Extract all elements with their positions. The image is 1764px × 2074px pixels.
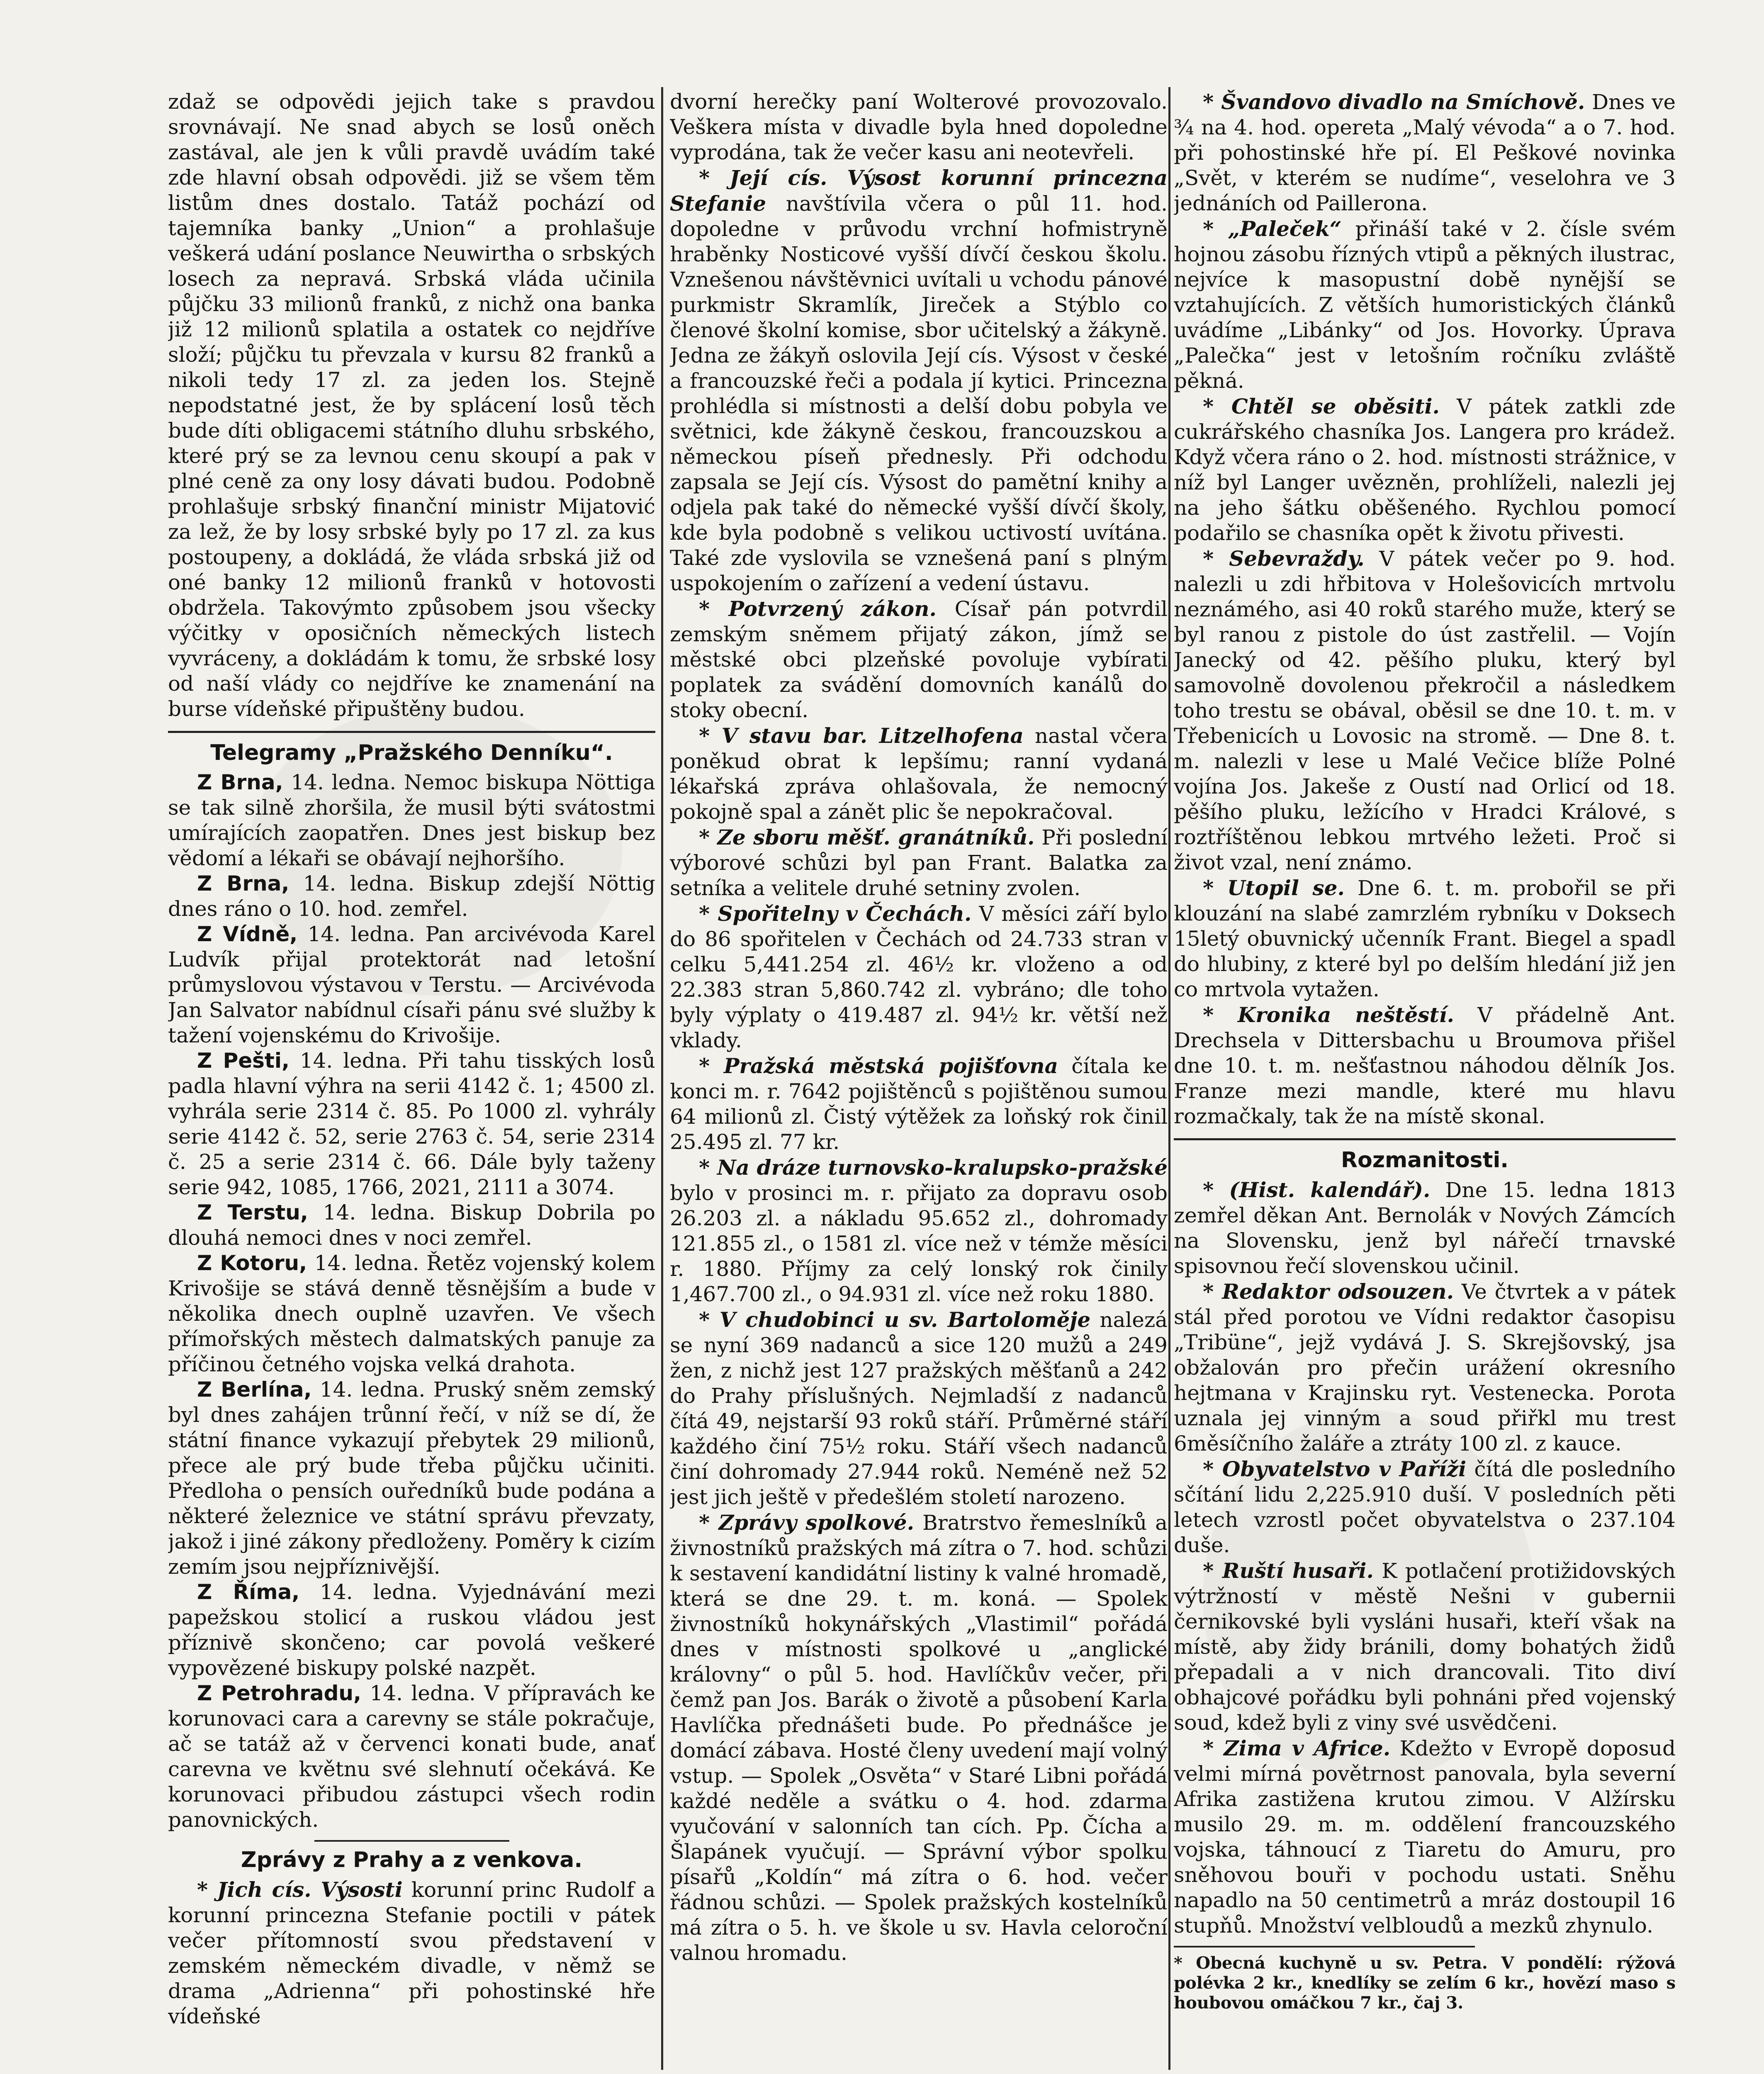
news-item: * Potvrzený zákon. Císař pán potvrdil zemským sněmem přijatý zákon, jímž se městské obci plzeňské povoluje vybírati poplatek za svádění domovních kanálů do stoky obecní. [670,596,1168,722]
column-rule [1168,87,1170,2070]
column-rule [661,87,663,2070]
misc-item: * (Hist. kalendář). Dne 15. ledna 1813 zemřel děkan Ant. Bernolák v Nových Zámcích na Slovensku, jenž byl nářečí trnavské spisovnou řečí slovenskou učinil. [1174,1178,1676,1278]
telegram-item: Z Pešti, 14. ledna. Při tahu tisských losů padla hlavní výhra na serii 4142 č. 1; 4500 zl. vyhrála serie 2314 č. 85. Po 1000 zl. vyhrály serie 4142 č. 52, serie 2763 č. 54, serie 2314 č. 25 a serie 2314 č. 66. Dále byly taženy serie 942, 1085, 1766, 2021, 2111 a 3074. [168,1049,655,1199]
section-divider [314,1840,509,1842]
article-continuation: zdaž se odpovědi jejich take s pravdou srovnávají. Ne snad abych se losů oněch zastával, ale jen k vůli pravdě uvádím také zde hlavní obsah odpovědi. již se všem těm listům dnes dostalo. Tatáž pochází od tajemníka banky „Union“ a prohlašuje veškerá udání poslance Neuwirtha o srbských losech za nepravá. Srbská vláda učinila půjčku 33 milionů franků, z nichž ona banka již 12 milionů splatila a ostatek co nejdříve složí; půjčku tu převzala v kursu 82 franků a nikoli tedy 17 zl. za jeden los. Stejně nepodstatné jest, že by splácení losů těch bude díti obligacemi státního dluhu srbského, které prý se za levnou cenu skoupí a pak v plné ceně za ony losy dávati budou. Podobně prohlašuje srbský finanční ministr Mijatović za lež, že by losy srbské byly po 17 zl. za kus postoupeny, a dokládá, že vláda srbská již od oné banky 12 milionů franků v hotovosti obdržela. Takovýmto způsobem jsou všecky výčitky v oposičních německých listech vyvráceny, a dokládám k tomu, že srbské losy od naší vlády co nejdříve ke znamenání na burse vídeňské připuštěny budou. [168,90,655,721]
section-divider [168,731,655,733]
misc-item: * Redaktor odsouzen. Ve čtvrtek a v pátek stál před porotou ve Vídni redaktor časopisu „Tribüne“, jejž vydává J. S. Skrejšovský, jsa obžalován pro přečin urážení okresního hejtmana v Krajinsku ryt. Vestenecka. Porota uznala jej vinným a soud přiřkl mu trest 6měsíčního žaláře a ztráty 100 zl. z kauce. [1174,1279,1676,1456]
kitchen-notice: * Obecná kuchyně u sv. Petra. V pondělí: rýžová polévka 2 kr., knedlíky se zelím 6 kr., hovězí maso s houbovou omáčkou 7 kr., čaj 3. [1174,1953,1676,2013]
misc-item: * Ruští husaři. K potlačení protižidovských výtržností v městě Nešni v gubernii černikovské byli vysláni husaři, kteří však na místě, aby židy bránili, domy bohatých židů přepadali a v nich drancovali. Tito diví obhajcové pořádku byli pohnáni před vojenský soud, kdež byli z viny své usvědčeni. [1174,1558,1676,1735]
telegram-item: Z Kotoru, 14. ledna. Řetěz vojenský kolem Krivošije se stává denně těsnějším a bude v několika dnech ouplně uzavřen. Ve všech přímořských městech dalmatských panuje za příčinou četného vojska velká drahota. [168,1251,655,1376]
telegrams-heading: Telegramy „Pražského Denníku“. [210,740,613,765]
miscellany-heading: Rozmanitosti. [1341,1148,1509,1173]
news-item: * Kronika neštěstí. V přádelně Ant. Drechsela v Dittersbachu u Broumova přišel dne 10. t. m. nešťastnou náhodou dělník Jos. Franze mezi mandle, které mu hlavu rozmačkaly, tak že na místě skonal. [1174,1003,1676,1128]
misc-item: * Zima v Africe. Kdežto v Evropě doposud velmi mírná povětrnost panovala, byla severní Afrika zastižena krutou zimou. V Alžírsku musilo 29. m. m. oddělení francouzského vojska, táhnoucí z Tiaretu do Amuru, pro sněhovou bouři v pochodu ustati. Sněhu napadlo na 50 centimetrů a mráz dostoupil 16 stupňů. Množství velbloudů a mezků zhynulo. [1174,1736,1676,1938]
news-item: * „Paleček“ přináší také v 2. čísle svém hojnou zásobu řízných vtipů a pěkných ilustrac, nejvíce k masopustní době nynější se vztahujících. Z větších humoristických článků uvádíme „Libánky“ od Jos. Hovorky. Úprava „Palečka“ jest v letošním ročníku zvláště pěkná. [1174,217,1676,393]
news-item: * Chtěl se oběsiti. V pátek zatkli zde cukrářského chasníka Jos. Langera pro krádež. Když včera ráno o 2. hod. místnosti strážnice, v níž byl Langer uvězněn, prohlíželi, nalezli jej na jeho šátku oběšeného. Rychlou pomocí podařilo se chasníka opět k životu přivesti. [1174,394,1676,545]
news-item: * V chudobinci u sv. Bartoloměje nalezá se nyní 369 nadanců a sice 120 mužů a 249 žen, z nichž jest 127 pražských měšťanů a 242 do Prahy příslušných. Nejmladší z nadanců čítá 49, nejstarší 93 roků stáří. Průměrné stáří každého činí 75½ roku. Stáří všech nadanců činí dohromady 27.944 roků. Neméně než 52 jest jich ještě v předešlém století narozeno. [670,1307,1168,1509]
telegram-item: Z Brna, 14. ledna. Biskup zdejší Nöttig dnes ráno o 10. hod. zemřel. [168,871,655,921]
telegram-item: Z Terstu, 14. ledna. Biskup Dobrila po dlouhá nemoci dnes v noci zemřel. [168,1200,655,1250]
news-item: * Sebevraždy. V pátek večer po 9. hod. nalezli u zdi hřbitova v Holešovicích mrtvolu neznámého, asi 40 roků starého muže, který se byl ranou z pistole do úst zastřelil. — Vojín Janecký od 42. pěšího pluku, který byl samovolně dovolenou překročil a následkem toho trestu se obával, oběsil se dne 10. t. m. v Třebenicích u Lovosic na stromě. — Dne 8. t. m. nalezli v lese u Malé Večice blíže Polné vojína Jos. Jakeše z Oustí nad Orlicí od 18. pěšího pluku, ležícího v Hradci Králové, s roztříštěnou lebkou mrtvého ležeti. Proč si život vzal, není známo. [1174,546,1676,874]
news-item: * V stavu bar. Litzelhofena nastal včera poněkud obrat k lepšímu; ranní vydaná lékařská zpráva ohlašovala, že nemocný pokojně spal a zánět plic še nepokračoval. [670,723,1168,824]
column-left [168,89,655,2074]
article-continuation: dvorní herečky paní Wolterové provozovalo. Veškera místa v divadle byla hned dopoledne vyprodána, tak že večer kasu ani neotevřeli. [670,90,1168,164]
prague-news-heading: Zprávy z Prahy a z venkova. [241,1848,583,1872]
news-item: * Její cís. Výsost korunní princezna Stefanie navštívila včera o půl 11. hod. dopoledne v průvodu vrchní hofmistryně hraběnky Nosticové vyšší dívčí českou školu. Vznešenou návštěvnici uvítali u vchodu pánové purkmistr Skramlík, Jireček a Stýblo co členové školní komise, sbor učitelský a žákyně. Jedna ze žákyň oslovila Její cís. Výsost v české a francouzské řeči a podala jí kytici. Princezna prohlédla si místnosti a delší dobu pobyla ve světnici, kde žákyně českou, francouzskou a německou píseň přednesly. Při odchodu zapsala se Její cís. Výsost do pamětní knihy a odjela pak také do německé vyšší dívčí školy, kde byla podobně s velikou uctivostí uvítána. Také zde vyslovila se vznešená paní s plným uspokojením o zařízení a vedení ústavu. [670,166,1168,595]
news-item: * Ze sboru měšť. granátníků. Při poslední výborové schůzi byl pan Frant. Balatka za setníka a velitele druhé setniny zvolen. [670,825,1168,900]
telegram-item: Z Berlína, 14. ledna. Pruský sněm zemský byl dnes zahájen trůnní řečí, v níž se dí, že státní finance vykazují přebytek 29 milionů, přece ale prý bude třeba půjčku učiniti. Předloha o pensích ouředníků bude podána a některé železnice ve státní správu převzaty, jakož i jiné zákony předloženy. Poměry k cizím zemím jsou nejpříznivější. [168,1378,655,1579]
telegram-item: Z Říma, 14. ledna. Vyjednávání mezi papežskou stolicí a ruskou vládou jest příznivě skončeno; car povolá veškeré vypovězené biskupy polské nazpět. [168,1580,655,1680]
telegram-item: Z Petrohradu, 14. ledna. V přípravách ke korunovaci cara a carevny se stále pokračuje, ač se tatáž až v červenci konati bude, anať carevna ve květnu své slehnutí očekává. Ke korunovaci přibudou zástupci všech rodin panovnických. [168,1681,655,1832]
news-item: * Švandovo divadlo na Smíchově. Dnes ve ¾ na 4. hod. opereta „Malý vévoda“ a o 7. hod. při pohostinské hře pí. El Peškové novinka „Svět, v kterém se nudíme“, veselohra ve 3 jednáních od Paillerona. [1174,90,1676,215]
telegram-list [168,770,655,1833]
telegram-item: Z Vídně, 14. ledna. Pan arcivévoda Karel Ludvík přijal protektorát nad letošní průmyslovou výstavou v Terstu. — Arcivévoda Jan Salvator nabídnul císaři pánu své služby k tažení vojenskému do Krivošije. [168,922,655,1047]
column-middle [670,89,1168,2074]
news-item: * Na dráze turnovsko-kralupsko-pražské bylo v prosinci m. r. přijato za dopravu osob 26.203 zl. a nákladu 95.652 zl., dohromady 121.855 zl., o 1581 zl. více než v témže měsíci r. 1880. Příjmy za celý lonský rok činily 1,467.700 zl., o 94.931 zl. více než roku 1880. [670,1155,1168,1306]
section-divider [1174,1138,1676,1140]
news-item: * Zprávy spolkové. Bratrstvo řemeslníků a živnostníků pražských má zítra o 7. hod. schůzi k sestavení kandidátní listiny k valné hromadě, která se dne 29. t. m. koná. — Spolek živnostníků hokynářských „Vlastimil“ pořádá dnes v místnosti spolkové u „anglické královny“ o půl 5. hod. Havlíčkův večer, při čemž pan Jos. Barák o životě a působení Karla Havlíčka přednášeti bude. Po přednášce je domácí zábava. Hosté členy uvedení mají volný vstup. — Spolek „Osvěta“ v Staré Libni pořádá každé neděle a svátku o 4. hod. zdarma vyučování v salonních tan cích. Pp. Čícha a Šlapánek vyučují. — Správní výbor spolku písařů „Koldín“ má zítra o 6. hod. večer řádnou schůzi. — Spolek pražských kostelníků má zítra o 5. h. ve škole u sv. Havla celoroční valnou hromadu. [670,1510,1168,1965]
news-item: * Utopil se. Dne 6. t. m. probořil se při klouzání na slabé zamrzlém rybníku v Doksech 15letý obuvnický učenník Frant. Biegel a spadl do hlubiny, z které byl po delším hledání již jen co mrtvola vytažen. [1174,876,1676,1001]
misc-item: * Obyvatelstvo v Paříži čítá dle posledního sčítání lidu 2,225.910 duší. V posledních pěti letech vzrostl počet obyvatelstva o 237.104 duše. [1174,1457,1676,1557]
telegram-item: Z Brna, 14. ledna. Nemoc biskupa Nöttiga se tak silně zhoršila, že musil býti svátostmi umírajících zaopatřen. Dnes jest biskup bez vědomí a lékaři se obávají nejhoršího. [168,770,655,870]
news-item: * Pražská městská pojišťovna čítala ke konci m. r. 7642 pojištěnců s pojištěnou sumou 64 milionů zl. Čistý výtěžek za loňský rok činil 25.495 zl. 77 kr. [670,1054,1168,1154]
news-item: * Spořitelny v Čechách. V měsíci září bylo do 86 spořitelen v Čechách od 24.733 stran v celku 5,441.254 zl. 46½ kr. vloženo a od 22.383 stran 5,860.742 zl. vybráno; dle toho byly výplaty o 419.487 zl. 94½ kr. větší než vklady. [670,901,1168,1052]
section-divider [1174,1946,1475,1947]
column-right [1174,89,1676,2074]
news-item: * Jich cís. Výsosti korunní princ Rudolf a korunní princezna Stefanie poctili v pátek večer přítomností svou představení v zemském německém divadle, v němž se drama „Adrienna“ při pohostinské hře vídeňské [168,1877,655,2028]
